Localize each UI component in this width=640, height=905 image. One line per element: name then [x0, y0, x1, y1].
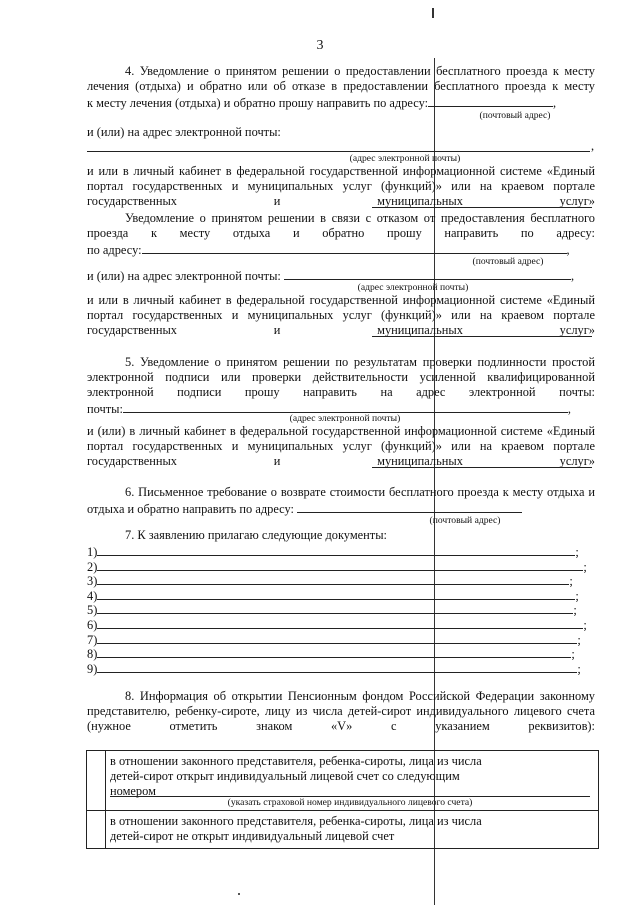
document-list-item: 3) ; [87, 574, 573, 589]
cabinet-field[interactable] [372, 207, 592, 208]
document-item-number: 6) [87, 618, 98, 632]
s6-address-row: отдыха и обратно направить по адресу: [87, 500, 522, 515]
document-item-number: 4) [87, 588, 98, 603]
page-number: 3 [316, 38, 324, 53]
option-open-text: в отношении законного представителя, ребенка-сироты, лица из числа детей-сирот открыт индивидуальный лицевой счет со следующим номером [110, 754, 482, 798]
document-list-item: 2) ; [87, 559, 587, 574]
email-caption: (адрес электронной почты) [349, 153, 461, 164]
document-list-item: 4) ; [87, 588, 579, 603]
email-caption-2: (адрес электронной почты) [357, 282, 469, 293]
email-row-2: и (или) на адрес электронной почты: , [87, 269, 575, 283]
email-label: и (или) на адрес электронной почты: [87, 125, 281, 139]
account-number-caption: (указать страховой номер индивидуального лицевого счета) [227, 797, 473, 808]
option-row-not-open [87, 811, 599, 849]
document-list-item: 6) ; [87, 618, 587, 632]
postal-address-field-2[interactable] [142, 241, 567, 254]
s6-postal-caption: (почтовый адрес) [429, 515, 501, 526]
document-list-item: 1) ; [87, 545, 579, 559]
document-item-number: 3) [87, 574, 98, 589]
document-item-field[interactable] [97, 572, 569, 585]
postal-caption-2: (почтовый адрес) [472, 256, 544, 267]
postal-caption: (почтовый адрес) [479, 110, 551, 121]
checkbox-not-open[interactable] [87, 811, 106, 849]
postal-address-field[interactable] [428, 94, 553, 107]
document-item-field[interactable] [97, 616, 583, 629]
option-not-open-text: в отношении законного представителя, ребенка-сироты, лица из числа детей-сирот не открыт индивидуальный лицевой счет [110, 814, 482, 843]
checkbox-open[interactable] [87, 751, 106, 811]
document-page: 3 4. Уведомление о принятом решении о предоставлении бесплатного проезда к месту лечения (отдыха) и обратно или об отказе в предоставлении бесплатного проезда к месту к месту лечения (отдыха) и обратно прошу направить по адресу: , (почтовый адрес) и (или) на адрес электронной почты: , (адрес электронной почты) и или в личный кабинет в федеральной государственной информационной системе «Единый портал государственных и муниципальных услуг (функций)» или на краевом портале государственных и муниципальных услуг» Уведомление о принятом решении в связи с отказом от предоставления бесплатного проезда к месту отдыха и обратно прошу направить по адресу: по адресу: , (почтовый адрес) и (или) на адрес электронной почты: , (адрес электронной почты) и или в личный кабинет в федеральной государственной информационной системе «Единый портал государственных и муниципальных услуг (функций)» или на краевом портале государственных и муниципальных услуг» 5. Уведомление о принятом решении по результатам проверки подлинности простой электронной подписи или проверки действительности усиленной квалифицированной электронной подписи прошу направить на адрес электронной почты: почты: , (адрес электронной почты) и (или) в личный кабинет в федеральной государственной информационной системе «Единый портал государственных и муниципальных услуг (функций)» или на краевом портале государственных и муниципальных услуг» 6. Письменное требование о возврате стоимости бесплатного проезда к месту отдыха и отдыха и обратно направить по адресу: (почтовый адрес) 7. К заявлению прилагаю следующие документы: 1) ; 2) ; 3) ; 4) ; 5) ; 6) ; 7) ; 8) ; 9) ; 8. Информация об открытии Пенсионным фондом Российской Федерации законному представителю, ребенку-сироте, лицу из числа детей-сирот индивидуального лицевого счета (нужное отметить знаком «V» с указанием реквизитов): в отношении законного представителя, ребенка-сироты, лица из числа детей-сирот открыт индивидуальный лицевой счет со следующим номером (указать страховой номер индивидуального лицевого счета) в отношении законного представителя, ребенка-сироты, лица из числа детей-сирот не открыт индивидуальный лицевой счет [0, 0, 640, 905]
document-list-item: 7) ; [87, 632, 581, 647]
s5-cabinet: и (или) в личный кабинет в федеральной государственной информационной системе «Единый портал государственных и муниципальных услуг (функций)» или на краевом портале государственных и муниципальных услуг» [87, 424, 595, 468]
email-address-field[interactable] [87, 151, 590, 152]
s4-intro-tail: к месту лечения (отдыха) и обратно прошу направить по адресу: , [87, 96, 557, 110]
s6-intro: 6. Письменное требование о возврате стоимости бесплатного проезда к месту отдыха и [125, 485, 595, 499]
document-item-number: 2) [87, 559, 98, 574]
document-item-field[interactable] [97, 601, 573, 614]
option-row-open [87, 751, 599, 811]
s4-cabinet-2: и или в личный кабинет в федеральной государственной информационной системе «Единый портал государственных и муниципальных услуг (функций)» или на краевом портале государственных и муниципальных услуг» [87, 293, 595, 337]
document-list-item: 8) ; [87, 647, 575, 662]
document-item-field[interactable] [97, 587, 575, 600]
scan-speck [238, 893, 240, 895]
document-item-number: 9) [87, 661, 98, 676]
document-item-field[interactable] [97, 660, 577, 673]
document-item-number: 1) [87, 545, 98, 559]
account-options-table [86, 750, 599, 849]
s5-email-caption: (адрес электронной почты) [289, 413, 401, 424]
s8-intro: 8. Информация об открытии Пенсионным фондом Российской Федерации законному представителю, ребенку-сироте, лицу из числа детей-сирот индивидуального лицевого счета (нужное отметить знаком «V» с указанием реквизитов): [87, 689, 595, 733]
document-item-number: 7) [87, 632, 98, 647]
document-item-field[interactable] [97, 631, 577, 644]
s4-refusal-tail: по адресу: , [87, 243, 570, 257]
document-item-field[interactable] [97, 558, 583, 571]
s4-cabinet: и или в личный кабинет в федеральной государственной информационной системе «Единый портал государственных и муниципальных услуг (функций)» или на краевом портале государственных и муниципальных услуг» [87, 164, 595, 208]
s6-postal-field[interactable] [297, 500, 522, 513]
document-list-item: 5) ; [87, 603, 577, 618]
document-item-number: 5) [87, 603, 98, 618]
s4-refusal: Уведомление о принятом решении в связи с отказом от предоставления бесплатного проезда к месту отдыха и обратно прошу направить по адресу: [87, 211, 595, 240]
s4-address-label: к месту лечения (отдыха) и обратно прошу направить по адресу: [87, 96, 429, 110]
document-item-number: 8) [87, 647, 98, 662]
s7-intro: 7. К заявлению прилагаю следующие документы: [125, 528, 387, 542]
s5-cabinet-field[interactable] [372, 467, 592, 468]
scan-mark [432, 8, 434, 18]
document-item-field[interactable] [97, 543, 575, 556]
s5-intro: 5. Уведомление о принятом решении по результатам проверки подлинности простой электронной подписи или проверки действительности усиленной квалифицированной электронной подписи прошу направить на адрес электронной почты: [87, 355, 595, 399]
email-address-field-2[interactable] [284, 267, 571, 280]
s5-email-field[interactable] [123, 400, 568, 413]
cabinet-field-2[interactable] [372, 336, 592, 337]
document-list-item: 9) ; [87, 661, 581, 676]
s5-email-row: почты: , [87, 402, 572, 416]
s4-intro: 4. Уведомление о принятом решении о предоставлении бесплатного проезда к месту лечения (отдыха) и обратно или об отказе в предоставлении бесплатного проезда к месту [87, 64, 595, 93]
document-item-field[interactable] [97, 645, 571, 658]
